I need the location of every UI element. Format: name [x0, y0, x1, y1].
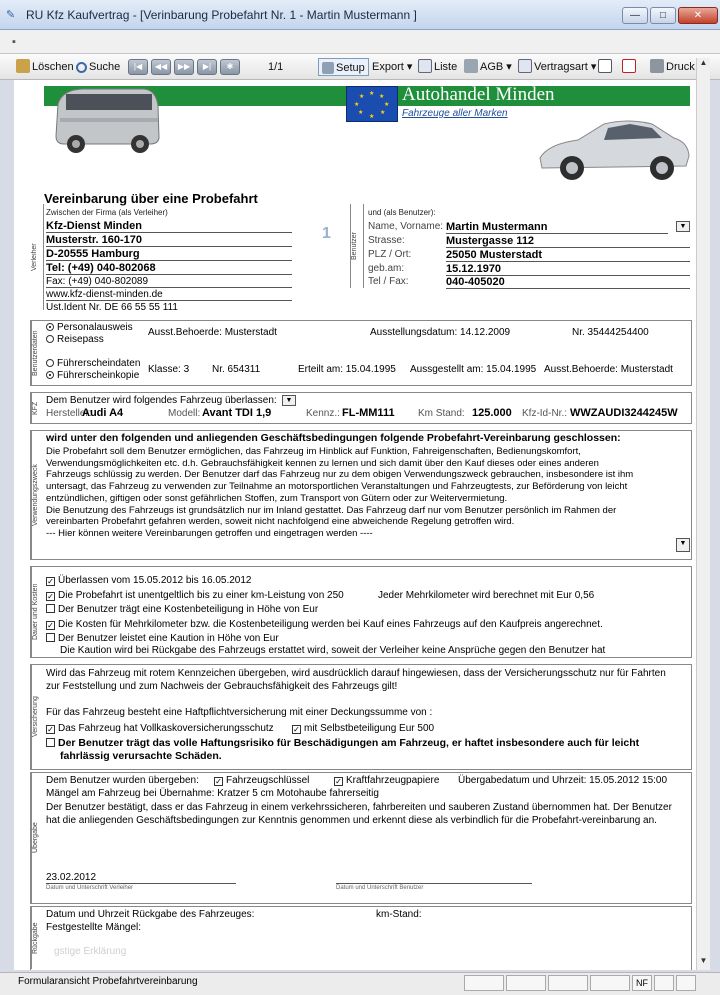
model-label: Modell:	[168, 408, 201, 419]
id-number-1[interactable]: Nr. 35444254400	[572, 327, 649, 338]
city-label: PLZ / Ort:	[368, 249, 412, 260]
preview-icon	[598, 59, 612, 73]
key-checkbox[interactable]	[214, 775, 309, 786]
license-data-radio[interactable]	[46, 358, 140, 369]
setup-button[interactable]	[318, 58, 369, 76]
preview-button[interactable]	[598, 58, 614, 76]
vehicle-vin[interactable]: WWZAUDI3244245W	[570, 407, 678, 419]
purpose-line: Die Benutzung des Fahrzeugs ist grundsätzlich nur im Inland gestattet. Das Fahrzeug darf nur vom Benutzer persönlich im Rahmen der	[46, 504, 617, 516]
first-record-button[interactable]: |◀	[128, 59, 148, 75]
wrench-icon	[322, 62, 334, 74]
purpose-line: Verwendungsmöglichkeiten etc. d.h. Gebrauchsfähigkeit kennen zu lernen und sich damit über den Kauf dieses oder eines anderen	[46, 457, 599, 469]
checkbox-empty-icon	[46, 604, 55, 613]
deductible-label: mit Selbstbeteiligung Eur 500	[304, 723, 435, 734]
passport-label: Reisepass	[57, 334, 104, 345]
user-intro: und (als Benutzer):	[368, 208, 436, 217]
extra-km-rate[interactable]: Jeder Mehrkilometer wird berechnet mit Eur 0,56	[378, 590, 595, 601]
purpose-line: Fahrzeugs schlüssig zu werden. Der Benutzer darf das Fahrzeug nur zu dem obigen Verwendungszweck gebrauchen, insbesondere ist ihm	[46, 469, 634, 481]
name-label: Name, Vorname:	[368, 221, 444, 232]
plate-label: Kennz.:	[306, 408, 340, 419]
user-name-dropdown[interactable]: ▼	[676, 221, 690, 232]
handover-date[interactable]: 23.02.2012	[46, 872, 236, 884]
free-km-checkbox[interactable]	[46, 590, 344, 601]
id-card-radio[interactable]	[46, 322, 133, 333]
close-button[interactable]: ✕	[678, 7, 718, 24]
brand-name: Autohandel Minden	[402, 84, 555, 105]
scroll-down-icon[interactable]: ▼	[699, 956, 708, 965]
check-icon: ✓	[47, 621, 54, 630]
lender-street[interactable]: Musterstr. 160-170	[46, 234, 292, 247]
user-side-label: Benutzer	[351, 231, 358, 261]
check-icon: ✓	[47, 592, 54, 601]
free-km-label: Die Probefahrt ist unentgeltlich bis zu einer km-Leistung von 250	[58, 590, 344, 601]
brand-tagline: Fahrzeuge aller Marken	[402, 108, 508, 119]
liability-line-2: fahrlässig verursachte Schäden.	[60, 750, 222, 762]
purpose-line: untersagt, das Fahrzeug zu verwenden zur Teilnahme an motorsportlichen Veranstaltungen und Fahrzeugtests, zur Beförderung von leicht	[46, 481, 628, 493]
lender-company[interactable]: Kfz-Dienst Minden	[46, 220, 292, 233]
signature-user-line[interactable]	[336, 872, 532, 884]
title-bar	[0, 0, 720, 30]
deposit-label: Der Benutzer leistet eine Kaution in Höhe von Eur	[58, 633, 279, 644]
lender-intro: Zwischen der Firma (als Verleiher)	[46, 208, 168, 217]
share-checkbox[interactable]	[46, 604, 318, 615]
status-text: Formularansicht Probefahrtvereinbarung	[18, 976, 198, 987]
user-name-field[interactable]: Martin Mustermann	[446, 221, 668, 234]
authority-1[interactable]: Ausst.Behoerde: Musterstadt	[148, 327, 277, 338]
extra-cost-label: Die Kosten für Mehrkilometer bzw. die Kostenbeteiligung werden bei Kauf eines Fahrzeugs auf den Kaufpreis angerechnet.	[58, 619, 603, 630]
handover-confirm-1: Der Benutzer bestätigt, dass er das Fahrzeug in einem verkehrssicheren, fahrbereiten und sauberen Zustand übernommen hat. Der Benutzer	[46, 802, 672, 813]
check-icon: ✓	[335, 777, 342, 786]
window-title: RU Kfz Kaufvertrag - [Verinbarung Probefahrt Nr. 1 - Martin Mustermann ]	[26, 8, 417, 22]
nf-indicator: NF	[632, 975, 652, 991]
page-counter: 1/1	[268, 61, 284, 73]
lender-tel[interactable]: Tel: (+49) 040-802068	[46, 262, 292, 275]
user-birth-field[interactable]: 15.12.1970	[446, 263, 690, 276]
user-city-field[interactable]: 25050 Musterstadt	[446, 249, 690, 262]
share-label: Der Benutzer trägt eine Kostenbeteiligung in Höhe von Eur	[58, 604, 319, 615]
return-km[interactable]: km-Stand:	[376, 909, 422, 920]
handover-given: Dem Benutzer wurden übergeben:	[46, 775, 199, 786]
contract-type-menu[interactable]: Vertragsart ▾	[518, 58, 596, 76]
issued-date-1[interactable]: Ausstellungsdatum: 14.12.2009	[370, 327, 511, 338]
passport-radio[interactable]	[46, 334, 104, 345]
papers-checkbox[interactable]	[334, 775, 439, 786]
agb-label: AGB	[480, 61, 504, 73]
tel-label: Tel / Fax:	[368, 276, 409, 287]
purpose-text[interactable]	[46, 446, 686, 540]
lender-fax[interactable]: Fax: (+49) 040-802089	[46, 276, 292, 288]
lender-city[interactable]: D-20555 Hamburg	[46, 248, 292, 261]
agb-icon	[464, 59, 478, 73]
radio-off-icon	[46, 335, 54, 343]
lender-side-label: Verleiher	[31, 243, 38, 271]
minimize-button[interactable]: —	[622, 7, 648, 24]
vehicle-side-label: KFZ	[31, 393, 43, 423]
return-datetime[interactable]: Datum und Uhrzeit Rückgabe des Fahrzeuges:	[46, 909, 255, 920]
search-label: Suche	[89, 61, 121, 73]
id-card-label: Personalausweis	[57, 322, 133, 333]
status-panel	[506, 975, 546, 991]
radio-off-icon	[46, 359, 54, 367]
license-class[interactable]: Klasse: 3	[148, 364, 190, 375]
status-panel	[464, 975, 504, 991]
handover-defects[interactable]: Mängel am Fahrzeug bei Übernahme: Kratzer 5 cm Motohaube fahrerseitig	[46, 788, 379, 799]
signature-lender-label: Datum und Unterschrift Verleiher	[46, 885, 134, 891]
license-granted[interactable]: Erteilt am: 15.04.1995	[298, 364, 396, 375]
app-icon: ✎	[6, 9, 16, 21]
return-defects[interactable]: Festgestellte Mängel:	[46, 922, 142, 933]
delete-label: Löschen	[32, 61, 74, 73]
insurance-side-label: Versicherung	[31, 665, 43, 769]
lender-vat[interactable]: Ust.Ident Nr. DE 66 55 55 111	[46, 302, 178, 313]
vertical-scrollbar[interactable]	[696, 58, 710, 970]
vehicle-maker[interactable]: Audi A4	[82, 407, 124, 419]
vehicle-plate[interactable]: FL-MM111	[342, 407, 395, 419]
pdf-button[interactable]	[622, 58, 638, 76]
status-panel	[654, 975, 674, 991]
maximize-button[interactable]: □	[650, 7, 676, 24]
extra-cost-checkbox[interactable]	[46, 619, 603, 630]
period-checkbox[interactable]	[46, 575, 251, 586]
list-label: Liste	[434, 61, 458, 73]
handover-datetime[interactable]: Übergabedatum und Uhrzeit: 15.05.2012 15:00	[458, 775, 668, 786]
license-authority[interactable]: Ausst.Behoerde: Musterstadt	[544, 364, 673, 375]
print-button[interactable]	[650, 58, 695, 76]
check-icon: ✓	[215, 777, 222, 786]
menu-bar	[0, 30, 720, 54]
last-record-button[interactable]: ▶|	[197, 59, 217, 75]
insurance-line-2: zur Feststellung und zum Nachweis der Gebrauchsfähigkeit des Fahrzeugs gilt!	[46, 681, 398, 692]
menu-dot-icon[interactable]: ▪	[12, 36, 16, 48]
handover-side-label: Übergabe	[31, 773, 43, 903]
license-data-label: Führerscheindaten	[57, 358, 141, 369]
delete-button[interactable]	[16, 58, 74, 76]
purpose-line: entzündlichen, giftigen oder sonst gefährlichen Stoffen, zum Transport von Gütern oder zur Weitervermietung.	[46, 492, 508, 504]
delete-icon	[16, 59, 30, 73]
search-button[interactable]	[76, 58, 120, 76]
license-copy-label: Führerscheinkopie	[57, 370, 140, 381]
km-label: Km Stand:	[418, 408, 465, 419]
deductible-checkbox[interactable]	[292, 723, 434, 734]
handover-confirm-2: hat die anliegenden Geschäftsbedingungen zur Kenntnis genommen und erkennt diese als verbindlich für die Probefahrt-vereinbarung an.	[46, 815, 657, 826]
document-page	[14, 80, 696, 970]
status-panel	[676, 975, 696, 991]
purpose-line: --- Hier können weitere Vereinbarungen getroffen und eingetragen werden ----	[46, 527, 373, 539]
status-panel	[590, 975, 630, 991]
lender-web[interactable]: www.kfz-dienst-minden.de	[46, 289, 292, 301]
agb-menu[interactable]: AGB ▾	[464, 58, 512, 76]
license-issued[interactable]: Aussgestellt am: 15.04.1995	[410, 364, 537, 375]
check-icon: ✓	[47, 725, 54, 734]
setup-label: Setup	[336, 62, 365, 74]
document-number: 1	[322, 225, 331, 242]
document-title: Vereinbarung über eine Probefahrt	[44, 191, 258, 206]
ids-side-label: Benutzerdaten	[31, 321, 43, 385]
street-label: Strasse:	[368, 235, 405, 246]
vehicle-intro: Dem Benutzer wird folgendes Fahrzeug überlassen:	[46, 395, 277, 406]
checkbox-empty-icon	[46, 738, 55, 747]
liability-label: Der Benutzer trägt das volle Haftungsrisiko für Beschädigungen am Fahrzeug, er haftet insbesondere auch für leicht	[58, 737, 640, 749]
export-menu[interactable]: Export ▾	[372, 61, 413, 73]
check-icon: ✓	[293, 725, 300, 734]
print-label: Druck	[666, 61, 695, 73]
user-street-field[interactable]: Mustergasse 112	[446, 235, 690, 248]
key-label: Fahrzeugschlüssel	[226, 775, 310, 786]
status-panel	[548, 975, 588, 991]
scroll-up-icon[interactable]: ▲	[699, 58, 708, 67]
insurance-line-3: Für das Fahrzeug besteht eine Haftpflichtversicherung mit einer Deckungssumme von :	[46, 707, 433, 718]
eu-flag-icon: ★ ★ ★ ★ ★ ★ ★ ★	[346, 86, 398, 122]
license-number[interactable]: Nr. 654311	[212, 364, 261, 375]
license-copy-radio[interactable]	[46, 370, 139, 381]
purpose-side-label: Verwendungszweck	[31, 431, 43, 559]
list-button[interactable]	[418, 58, 457, 76]
liability-checkbox[interactable]	[46, 737, 639, 749]
search-icon	[76, 62, 87, 73]
new-record-button[interactable]: ✱	[220, 59, 240, 75]
contract-icon	[518, 59, 532, 73]
purpose-line: Die Probefahrt soll dem Benutzer ermöglichen, das Fahrzeug im Hinblick auf Funktion, Fahreigenschaften, Bedienungskomfort,	[46, 446, 581, 457]
checkbox-empty-icon	[46, 633, 55, 642]
deposit-checkbox[interactable]	[46, 633, 279, 644]
return-side-label: Rückgabe	[31, 907, 43, 969]
toolbar	[0, 54, 720, 80]
vehicle-model[interactable]: Avant TDI 1,9	[202, 407, 272, 419]
list-icon	[418, 59, 432, 73]
papers-label: Kraftfahrzeugpapiere	[346, 775, 440, 786]
vin-label: Kfz-Id-Nr.:	[522, 408, 568, 419]
van-image	[52, 84, 162, 156]
pdf-icon	[622, 59, 636, 73]
radio-on-icon	[46, 371, 54, 379]
maker-label: Hersteller:	[46, 408, 92, 419]
return-faded-text: gstige Erklärung	[54, 946, 127, 957]
deposit-return-text: Die Kaution wird bei Rückgabe des Fahrzeugs erstattet wird, soweit der Verleiher keine Ansprüche gegen den Benutzer hat	[60, 645, 606, 656]
user-tel-field[interactable]: 040-405020	[446, 276, 690, 289]
vehicle-dropdown[interactable]: ▼	[282, 395, 296, 406]
signature-user-label: Datum und Unterschrift Benutzer	[336, 885, 424, 891]
status-bar	[0, 972, 720, 995]
check-icon: ✓	[47, 577, 54, 586]
contract-type-label: Vertragsart	[534, 61, 588, 73]
purpose-heading: wird unter den folgenden und anliegenden Geschäftsbedingungen folgende Probefahrt-Vereinbarung geschlossen:	[46, 432, 621, 444]
purpose-line: vereinbarten Probefahrt gefahren werden, soweit nicht nachfolgend eine abweichende Regelung getroffen wird.	[46, 516, 515, 528]
insurance-line-1: Wird das Fahrzeug mit rotem Kennzeichen übergeben, wird ausdrücklich darauf hingewiesen, dass der Versicherungsschutz nur für Fahrten	[46, 668, 666, 679]
cost-side-label: Dauer und Kosten	[31, 567, 43, 657]
previous-record-button[interactable]: ◀◀	[151, 59, 171, 75]
birth-label: geb.am:	[368, 263, 405, 274]
vehicle-km[interactable]: 125.000	[472, 407, 512, 419]
comprehensive-label: Das Fahrzeug hat Vollkaskoversicherungsschutz	[58, 723, 274, 734]
export-label: Export	[372, 61, 404, 73]
printer-icon	[650, 59, 664, 73]
next-record-button[interactable]: ▶▶	[174, 59, 194, 75]
radio-on-icon	[46, 323, 54, 331]
period-label: Überlassen vom 15.05.2012 bis 16.05.2012	[58, 575, 252, 586]
car-image	[534, 110, 692, 186]
purpose-scroll-button[interactable]: ▼	[676, 538, 690, 552]
comprehensive-checkbox[interactable]	[46, 723, 274, 734]
